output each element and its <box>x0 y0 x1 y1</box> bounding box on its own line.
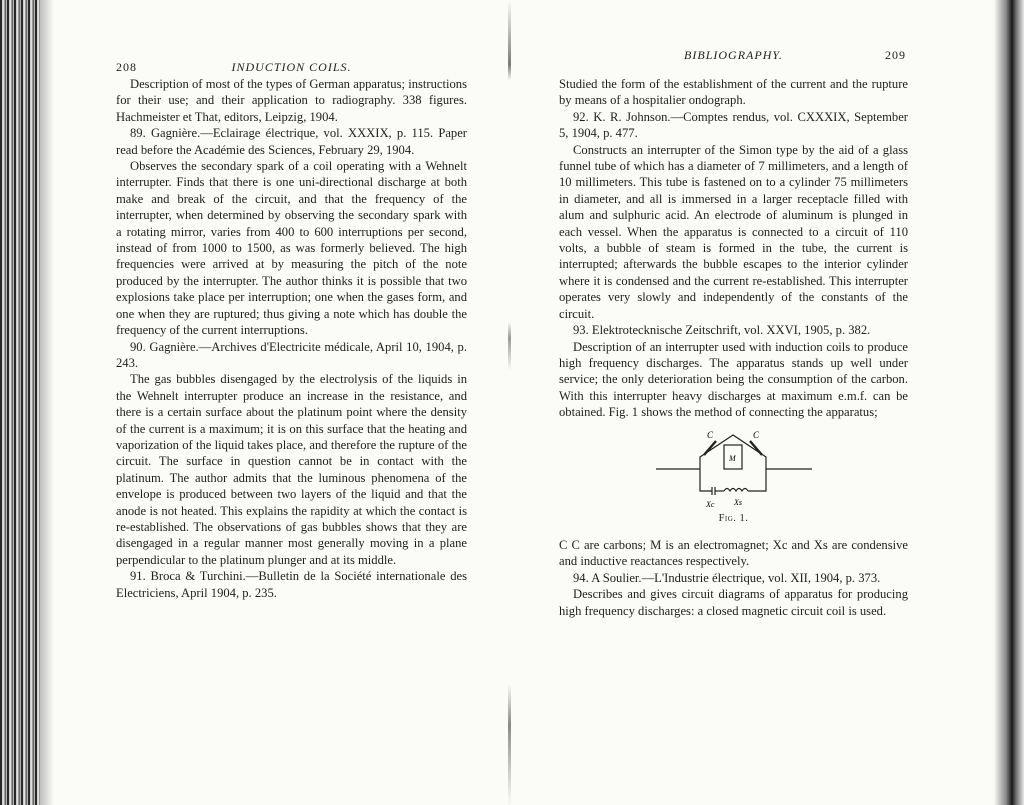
entry-90-citation: 90. Gagnière.—Archives d'Electricite médicale, April 10, 1904, p. 243. <box>116 339 467 370</box>
figure-1 <box>559 427 908 527</box>
left-edge-fade <box>40 0 54 805</box>
entry-91-citation: 91. Broca & Turchini.—Bulletin de la Société internationale des Electriciens, April 1904, p. 235. <box>116 569 467 600</box>
left-page-text <box>116 76 467 601</box>
wire-to-condenser <box>700 469 712 491</box>
carbon-frame <box>700 435 766 469</box>
right-page-text <box>559 76 908 619</box>
right-running-title: BIBLIOGRAPHY. <box>684 48 783 62</box>
entry-92-abstract: Constructs an interrupter of the Simon type by the aid of a glass funnel tube of which has a diameter of 7 millimeters, and a length of 10 millimeters. This tube is fastened on to a cylinder 75 millimeters in diameter, and all is immersed in a larger receptacle filled with alum and sulphuric acid. An electrode of aluminum is plunged in each vessel. When the apparatus is connected to a circuit of 110 volts, a bubble of steam is formed in the tube, the current is interrupted; afterwards the bubble escapes to the interior cylinder where it is condensed and the current re-established. This interrupter operates very slowly and independently of the constants of the circuit. <box>559 142 908 321</box>
label-magnet: M <box>728 453 736 463</box>
entry-91-abstract: Studied the form of the establishment of the current and the rupture by means of a hospitalier ondograph. <box>559 77 908 108</box>
paragraph-hachmeister: Description of most of the types of German apparatus; instructions for their use; and their application to radiography. 338 figures. Hachmeister et That, editors, Leipzig, 1904. <box>116 77 467 124</box>
book-gutter <box>508 0 511 805</box>
figure-caption: Fig. 1. <box>718 512 749 524</box>
inductive-coil <box>724 488 748 491</box>
left-running-head <box>116 46 467 74</box>
entry-89-citation: 89. Gagnière.—Eclairage électrique, vol. XXXIX, p. 115. Paper read before the Académie des Sciences, February 29, 1904. <box>116 126 467 157</box>
label-xs: Xs <box>733 497 742 507</box>
right-page <box>559 40 908 619</box>
left-page <box>116 40 467 601</box>
entry-93-citation: 93. Elektrotecknische Zeitschrift, vol. XXVI, 1905, p. 382. <box>573 323 871 338</box>
entry-90-abstract: The gas bubbles disengaged by the electrolysis of the liquids in the Wehnelt interrupter produce an increase in the resistance, and there is a certain surface about the platinum point where the density of the current is a maximum; it is on this surface that the heating and vaporization of the liquid takes place, and therefore the rupture of the circuit. The surface in question cannot be in contact with the platinum. The author admits that the luminous phenomena of the envelope is produced between two layers of the liquid and that the anode is not heated. This explains the rapidity at which the contact is re-established. The observations of gas bubbles shows that they are disengaged in a regular manner most generally moving in a plane perpendicular to the platinum plunger and at its middle. <box>116 372 467 567</box>
page-number-right: 209 <box>885 48 906 62</box>
label-carbon-left: C <box>706 429 713 440</box>
entry-94-abstract: Describes and gives circuit diagrams of apparatus for producing high frequency discharges: a closed magnetic circuit coil is used. <box>559 587 908 618</box>
page-number-left: 208 <box>116 60 137 74</box>
entry-89-abstract: Observes the secondary spark of a coil operating with a Wehnelt interrupter. Finds that there is one uni-directional discharge at both make and break of the circuit, and that the frequency of the interrupter, when determined by observing the secondary spark with a rotating mirror, varies from 400 to 600 interruptions per second, instead of from 1000 to 1500, as was formerly believed. The high frequencies were arrived at by measuring the pitch of the note produced by the interrupter. The author thinks it is possible that two explosions take place per interruption; one when the gases form, and one when they are ruptured; thus giving a note which has double the frequency of the current interruptions. <box>116 159 467 338</box>
right-running-head <box>559 46 908 68</box>
interrupter-circuit-diagram <box>654 427 814 513</box>
label-xc: Xc <box>705 499 714 509</box>
right-page-edge-shadow <box>994 0 1024 805</box>
left-running-title: INDUCTION COILS. <box>231 60 352 74</box>
entry-93-abstract: Description of an interrupter used with induction coils to produce high frequency discharges. The apparatus stands up well under service; the only deterioration being the consumption of the carbon. With this interrupter heavy discharges at maximum e.m.f. can be obtained. Fig. 1 shows the method of connecting the apparatus; <box>559 339 908 420</box>
label-carbon-right: C <box>752 429 759 440</box>
wire-from-coil <box>748 469 766 491</box>
left-page-edge-shadow <box>0 0 40 805</box>
figure-explanation: C C are carbons; M is an electromagnet; Xc and Xs are condensive and inductive reactances respectively. <box>559 537 908 569</box>
entry-94-citation: 94. A Soulier.—L'Industrie électrique, vol. XII, 1904, p. 373. <box>573 570 881 585</box>
entry-92-citation: 92. K. R. Johnson.—Comptes rendus, vol. CXXXIX, September 5, 1904, p. 477. <box>559 109 908 141</box>
